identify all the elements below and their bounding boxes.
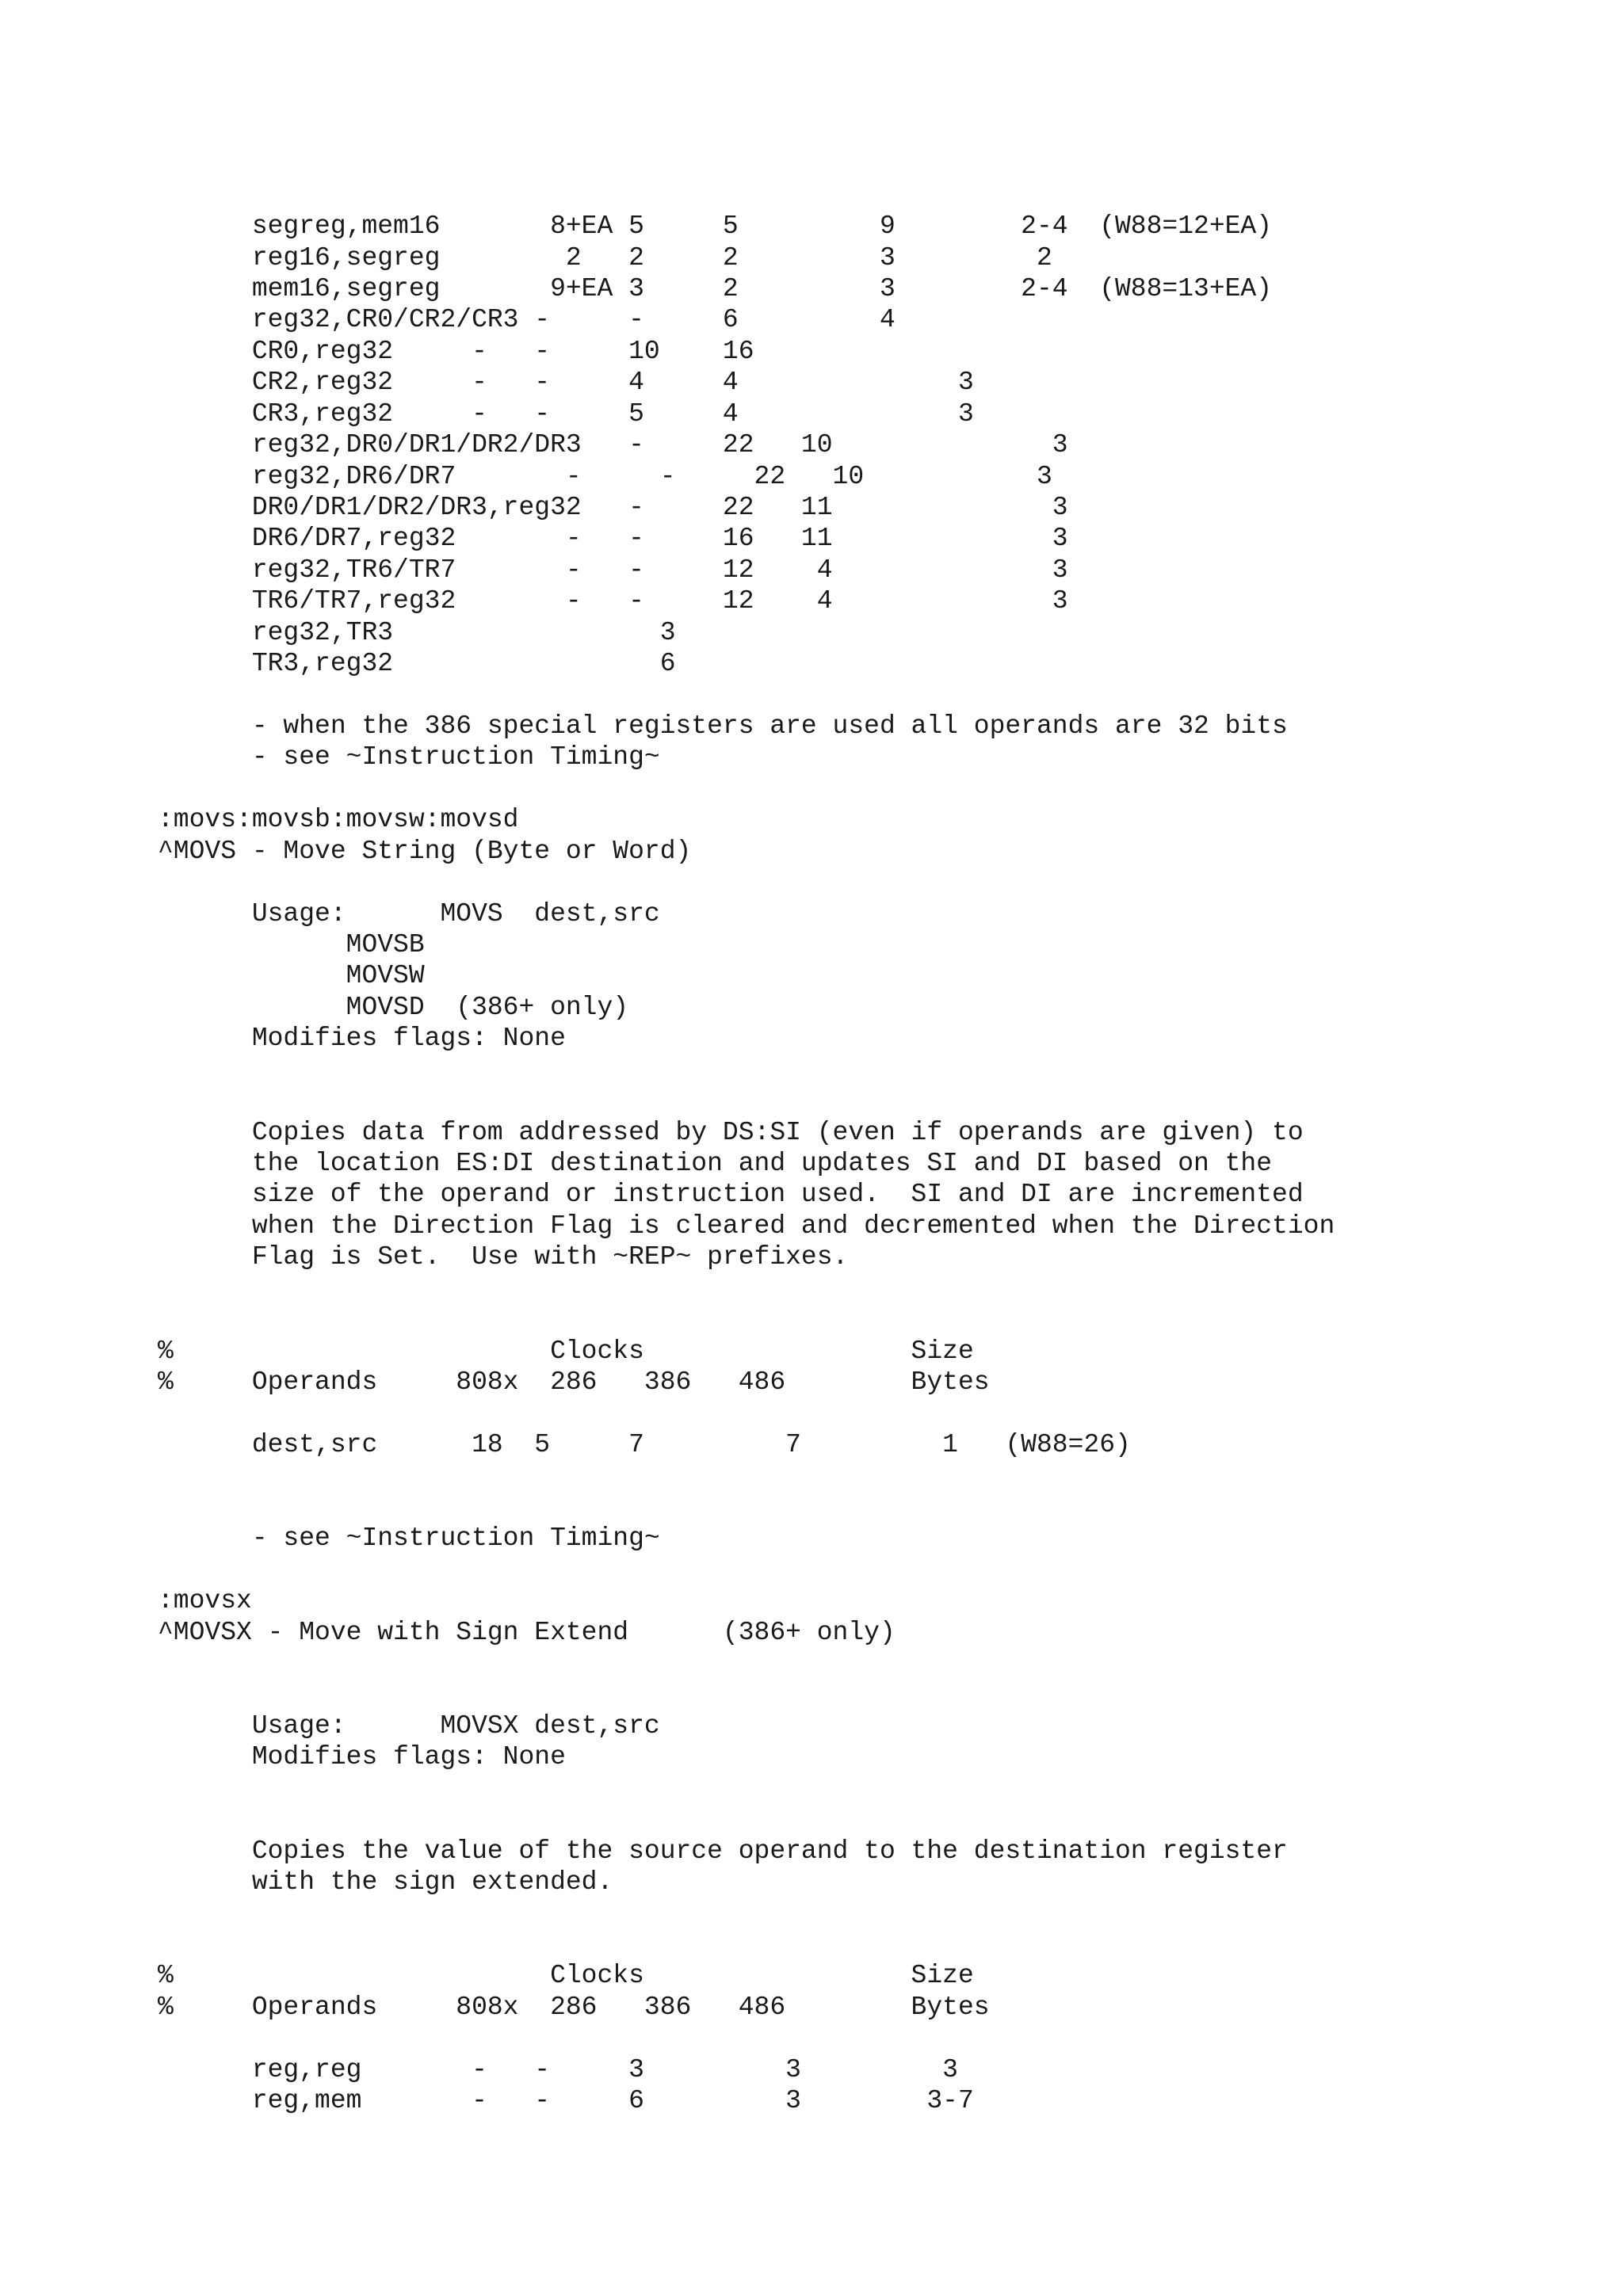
text-line: size of the operand or instruction used. SI and DI are incremented <box>158 1180 1304 1210</box>
text-line: reg32,TR6/TR7 - - 12 4 3 <box>158 555 1068 585</box>
text-line: Usage: MOVSX dest,src <box>158 1711 660 1741</box>
text-line: CR3,reg32 - - 5 4 3 <box>158 399 974 429</box>
text-line: - see ~Instruction Timing~ <box>158 742 660 772</box>
text-line: reg32,TR3 3 <box>158 617 676 647</box>
text-line: ^MOVSX - Move with Sign Extend (386+ only) <box>158 1617 896 1647</box>
text-line: % Clocks Size <box>158 1336 974 1366</box>
text-line: mem16,segreg 9+EA 3 2 3 2-4 (W88=13+EA) <box>158 274 1273 303</box>
text-line: MOVSW <box>158 961 425 991</box>
text-line: MOVSD (386+ only) <box>158 992 629 1022</box>
text-line: with the sign extended. <box>158 1867 613 1897</box>
text-line: reg,mem - - 6 3 3-7 <box>158 2085 974 2115</box>
text-line: segreg,mem16 8+EA 5 5 9 2-4 (W88=12+EA) <box>158 212 1273 242</box>
text-line: TR6/TR7,reg32 - - 12 4 3 <box>158 586 1068 616</box>
text-line: ^MOVS - Move String (Byte or Word) <box>158 836 692 866</box>
text-line: Copies data from addressed by DS:SI (even if operands are given) to <box>158 1117 1304 1147</box>
text-line: Modifies flags: None <box>158 1742 566 1772</box>
text-line: CR0,reg32 - - 10 16 <box>158 336 754 366</box>
text-line: Copies the value of the source operand to the destination register <box>158 1836 1288 1866</box>
text-line: :movs:movsb:movsw:movsd <box>158 805 519 835</box>
text-line: dest,src 18 5 7 7 1 (W88=26) <box>158 1429 1131 1459</box>
text-line: Usage: MOVS dest,src <box>158 898 660 929</box>
text-line: reg32,CR0/CR2/CR3 - - 6 4 <box>158 305 896 335</box>
text-line: :movsx <box>158 1586 252 1616</box>
text-line: Flag is Set. Use with ~REP~ prefixes. <box>158 1242 849 1272</box>
text-line: DR6/DR7,reg32 - - 16 11 3 <box>158 524 1068 554</box>
text-line: % Clocks Size <box>158 1961 974 1991</box>
text-line: reg,reg - - 3 3 3 <box>158 2054 958 2084</box>
text-line: TR3,reg32 6 <box>158 649 676 679</box>
text-line: CR2,reg32 - - 4 4 3 <box>158 368 974 398</box>
text-line: % Operands 808x 286 386 486 Bytes <box>158 1992 990 2022</box>
text-line: % Operands 808x 286 386 486 Bytes <box>158 1367 990 1398</box>
text-line: reg32,DR0/DR1/DR2/DR3 - 22 10 3 <box>158 430 1068 460</box>
text-line: when the Direction Flag is cleared and decremented when the Direction <box>158 1211 1335 1241</box>
text-line: reg16,segreg 2 2 2 3 2 <box>158 242 1052 273</box>
text-line: - when the 386 special registers are used all operands are 32 bits <box>158 711 1288 742</box>
text-line: DR0/DR1/DR2/DR3,reg32 - 22 11 3 <box>158 493 1068 523</box>
text-line: reg32,DR6/DR7 - - 22 10 3 <box>158 461 1052 491</box>
text-line: the location ES:DI destination and updates SI and DI based on the <box>158 1149 1273 1179</box>
text-line: Modifies flags: None <box>158 1024 566 1054</box>
text-line: MOVSB <box>158 930 425 960</box>
text-line: - see ~Instruction Timing~ <box>158 1524 660 1554</box>
